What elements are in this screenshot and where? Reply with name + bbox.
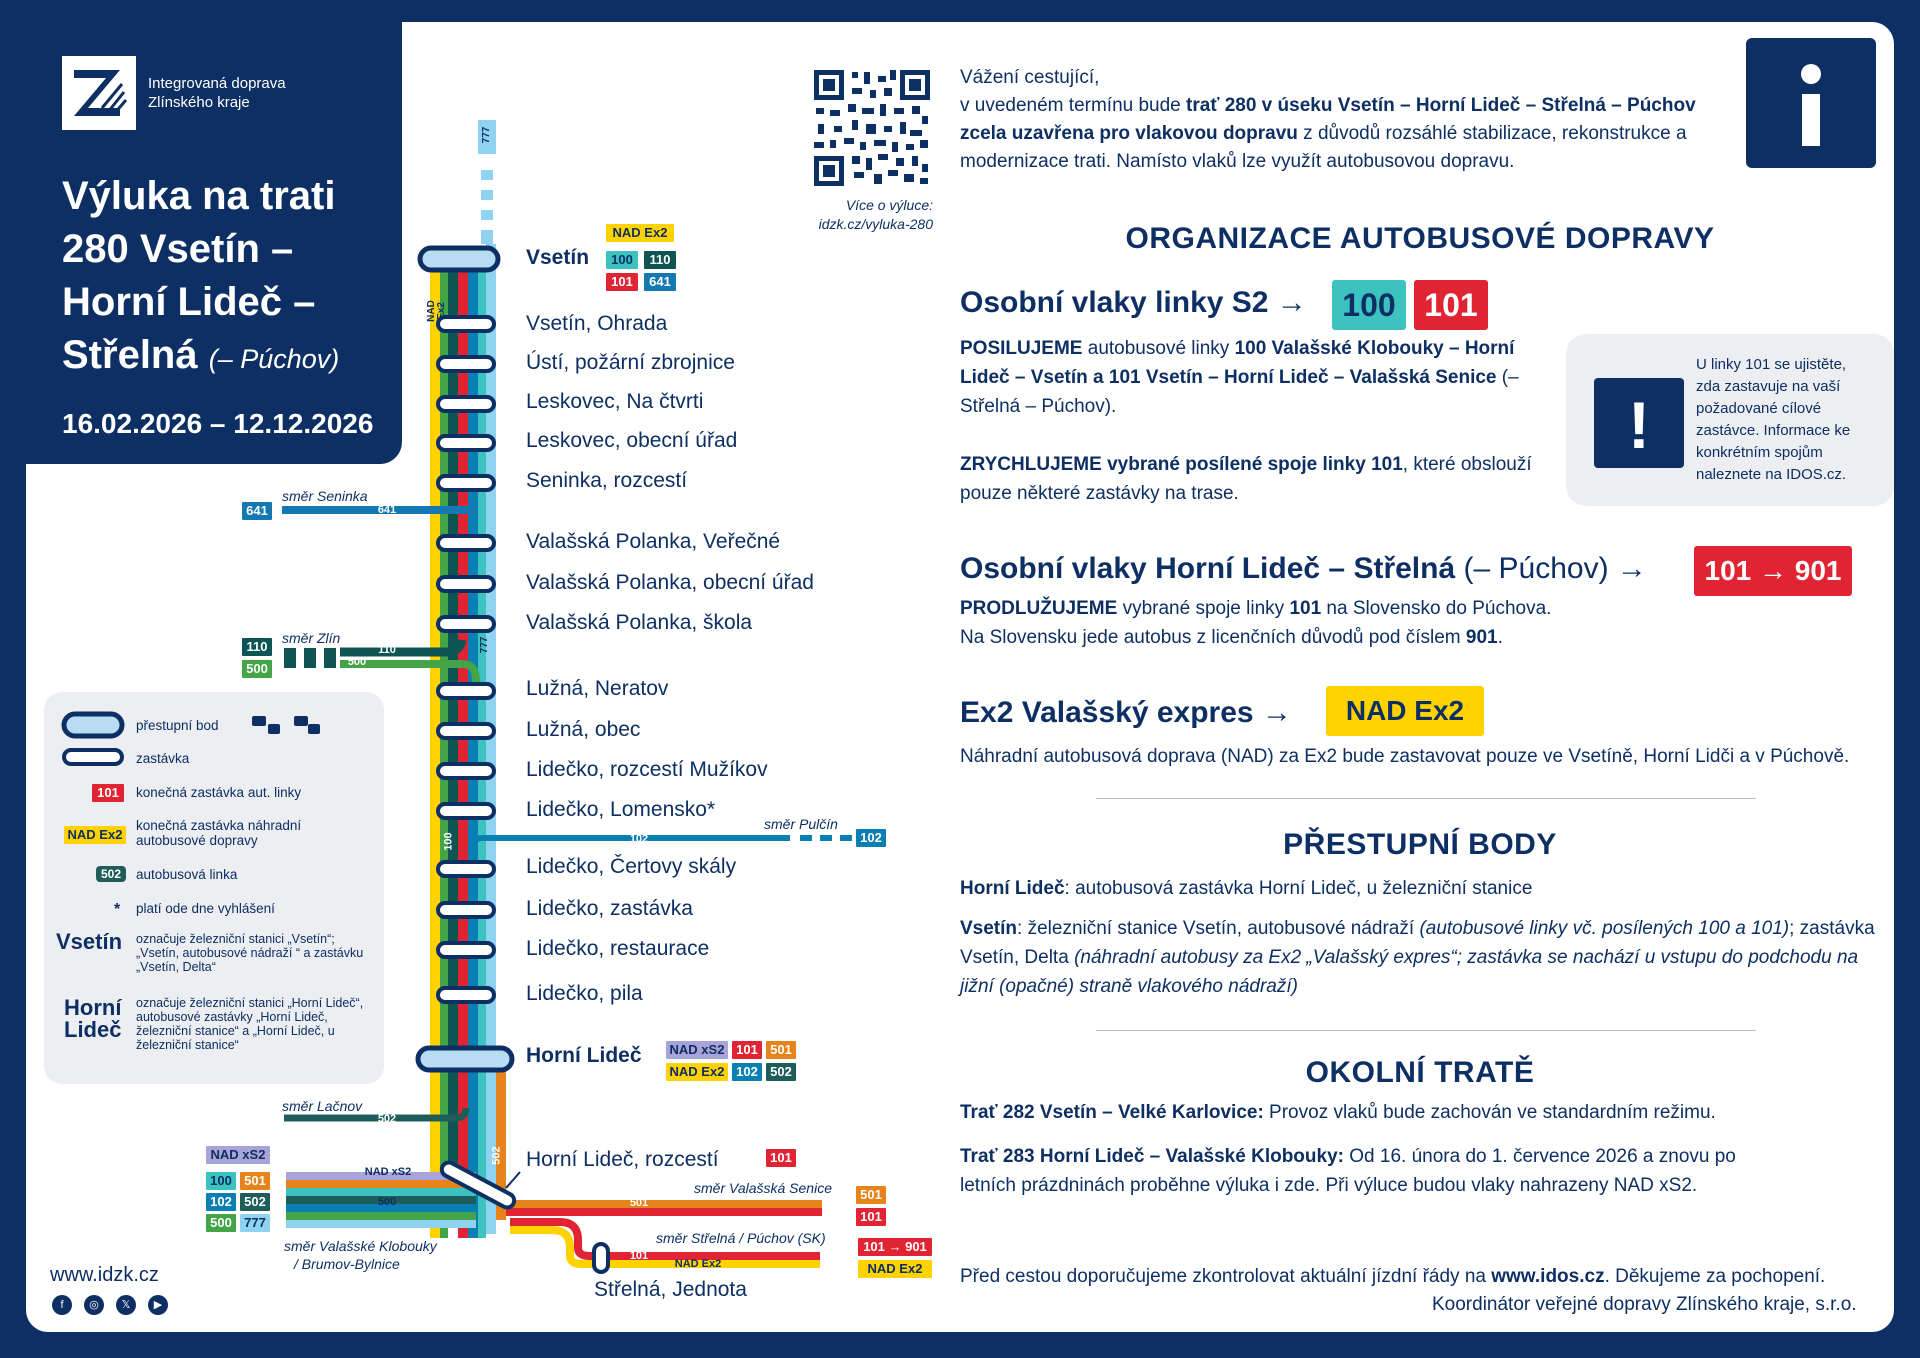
stop-marker: [438, 988, 494, 1002]
stop-name: Leskovec, Na čtvrti: [526, 390, 704, 413]
qr-caption-line1: Více o výluce:: [845, 197, 933, 213]
nearby-282: [960, 1098, 1880, 1127]
transfer-vs-note1: (autobusové linky vč. posílených 100 a 101): [1419, 918, 1790, 939]
terminal-chip-101-901: 101 → 901: [858, 1238, 932, 1256]
chip-nadxs2: NAD xS2: [666, 1041, 728, 1059]
map-label-nadex2-strelna: NAD Ex2: [674, 1258, 722, 1270]
transfer-vs-name: Vsetín: [960, 918, 1018, 939]
map-label-110: 110: [378, 644, 396, 656]
s2-p1-lines: 100 Valašské Klobouky – Horní Lideč – Vsetín a 101 Vsetín – Horní Lideč – Valašská Senice: [960, 338, 1515, 388]
hl-p2-text: Na Slovensku jede autobus z licenčních důvodů pod číslem: [960, 627, 1466, 648]
map-label-777-top: 777: [481, 126, 492, 144]
stop-marker: [438, 617, 494, 631]
map-label-500-sw: 500: [377, 1196, 397, 1208]
line-641-dash: [282, 506, 294, 514]
footer-coordinator: Koordinátor veřejné dopravy Zlínského kraje, s.r.o.: [1432, 1294, 1857, 1315]
map-label-502-vert: 502: [490, 1146, 503, 1165]
hl-title-light: (– Púchov) →: [1455, 552, 1647, 585]
s2-title: Osobní vlaky linky S2 →: [960, 286, 1307, 319]
stop-name: Seninka, rozcestí: [526, 469, 688, 492]
x-icon[interactable]: 𝕏: [116, 1295, 136, 1315]
line-110-dash: [284, 648, 296, 668]
stop-marker-strelna: [594, 1244, 608, 1272]
transfer-hl: [960, 874, 1880, 903]
qr-caption-link[interactable]: idzk.cz/vyluka-280: [818, 216, 933, 232]
stop-marker: [438, 862, 494, 876]
nearby-283-text: Od 16. února do 1. července 2026 a znovu po letních prázdninách proběhne výluka i zde. Při výluce budou vlaky nahrazeny NAD xS2.: [960, 1146, 1736, 1196]
title-line3: Horní Lideč –: [62, 280, 316, 324]
map-label-100: 100: [442, 832, 455, 851]
legend-hl-word2: Lideč: [64, 1017, 122, 1042]
chip-102: 102: [732, 1063, 762, 1081]
terminal-chip-101: 101: [856, 1208, 886, 1226]
nearby-283-name: Trať 283 Horní Lideč – Valašské Klobouky:: [960, 1146, 1344, 1167]
terminal-chip-502: 502: [240, 1193, 270, 1211]
terminal-chip-641: 641: [242, 502, 272, 520]
transfer-vs-note2: (náhradní autobusy za Ex2 „Valašský expres“; zastávka se nachází u vstupu do podchodu na jižní (opačné) straně vlakového nádraží): [960, 947, 1859, 997]
legend-chip-nadex2: NAD Ex2: [64, 826, 126, 844]
hl-p1-text: vybrané spoje linky: [1117, 598, 1290, 619]
line-102-dash: [820, 835, 832, 841]
line-777-dash: [481, 170, 493, 180]
stop-horni-lidec: Horní Lideč: [526, 1044, 642, 1067]
stop-marker: [438, 764, 494, 778]
legend-hl-word1: Horní: [64, 995, 122, 1020]
direction-seninka: směr Seninka: [282, 488, 368, 504]
line-101-east: [506, 1208, 822, 1216]
terminal-chip-102: 102: [206, 1193, 236, 1211]
rozcesti-pointer: [506, 1172, 520, 1188]
line-501-sw: [286, 1180, 476, 1188]
chip-110: 110: [644, 251, 676, 269]
hl-title-strong: Osobní vlaky Horní Lideč – Střelná: [960, 552, 1456, 585]
brand-name-line2: Zlínského kraje: [148, 94, 250, 111]
transfer-vs-text: : železniční stanice Vsetín, autobusové nádraží: [1017, 918, 1420, 939]
s2-paragraph2: [960, 450, 1540, 508]
nearby-283: [960, 1142, 1780, 1200]
chip-501: 501: [766, 1041, 796, 1059]
transfer-hl-name: Horní Lideč: [960, 878, 1065, 899]
transfer-heading: PŘESTUPNÍ BODY: [1283, 828, 1557, 861]
legend-chip-101: 101: [92, 784, 124, 802]
stop-name: Lidečko, restaurace: [526, 937, 710, 960]
terminal-chip-500: 500: [242, 660, 272, 678]
stop-marker: [438, 536, 494, 550]
stop-name: Lidečko, pila: [526, 982, 643, 1005]
s2-p1-text: autobusové linky: [1082, 338, 1235, 359]
hl-p2-tail: .: [1497, 627, 1503, 648]
stop-name: Lidečko, Čertovy skály: [526, 855, 737, 878]
map-label-502: 502: [377, 1113, 397, 1125]
divider-1: [1096, 798, 1756, 799]
transfer-vs-text2: ; zastávka Vsetín, Delta: [960, 918, 1875, 968]
terminal-chip-nadxs2: NAD xS2: [206, 1146, 270, 1164]
terminal-chip-100: 100: [206, 1172, 236, 1190]
stop-name: Valašská Polanka, škola: [526, 611, 753, 634]
intro-part3: z důvodů rozsáhlé stabilizace, rekonstrukce a modernizace trati. Namísto vlaků lze využít autobusovou dopravu.: [960, 123, 1687, 172]
direction-strelna: směr Střelná / Púchov (SK): [656, 1230, 826, 1246]
line-102-dash: [800, 835, 812, 841]
terminal-chip-102: 102: [856, 829, 886, 847]
direction-zlin: směr Zlín: [282, 630, 341, 646]
badge-nad-ex2: NAD Ex2: [1326, 686, 1484, 736]
stop-marker: [438, 397, 494, 411]
badge-101-901: 101 → 901: [1694, 546, 1852, 596]
map-label-641: 641: [377, 504, 397, 516]
terminal-chip-500: 500: [206, 1214, 236, 1232]
warning-icon: [1594, 378, 1684, 468]
s2-paragraph1: [960, 334, 1540, 421]
line-100-sw: [286, 1188, 476, 1196]
badge-100: 100: [1332, 280, 1406, 330]
stop-marker: [438, 943, 494, 957]
stop-name: Lidečko, rozcestí Mužíkov: [526, 758, 768, 781]
legend-vsetin-desc: označuje železniční stanici „Vsetín“; „Vsetín, autobusové nádraží “ a zastávku „Vsetín, Delta“: [136, 932, 364, 974]
map-label-102: 102: [629, 833, 649, 845]
chip-502: 502: [766, 1063, 796, 1081]
warning-icon-glyph: !: [1628, 388, 1650, 462]
direction-senice: směr Valašská Senice: [694, 1180, 832, 1196]
stop-marker: [438, 684, 494, 698]
chip-101: 101: [606, 273, 638, 291]
stop-name: Lidečko, zastávka: [526, 897, 693, 920]
chip-nadex2: NAD Ex2: [606, 224, 674, 242]
stop-name: Valašská Polanka, Veřečné: [526, 530, 781, 553]
map-label-500: 500: [347, 656, 367, 668]
badge-101: 101: [1414, 280, 1488, 330]
date-range: 16.02.2026 – 12.12.2026: [62, 408, 374, 439]
info-icon: [1746, 38, 1876, 168]
stop-marker: [438, 476, 494, 490]
hl-p1-line: 101: [1289, 598, 1322, 619]
stop-horni-lidec-rozcesti: Horní Lideč, rozcestí: [526, 1148, 719, 1171]
org-heading: ORGANIZACE AUTOBUSOVÉ DOPRAVY: [1125, 222, 1715, 255]
transfer-hl-text: : autobusová zastávka Horní Lideč, u železniční stanice: [1064, 878, 1533, 899]
stop-vsetin: Vsetín: [526, 246, 590, 269]
instagram-icon[interactable]: ◎: [84, 1295, 104, 1315]
legend-term-bus: konečná zastávka aut. linky: [136, 785, 302, 800]
terminal-chip-501: 501: [856, 1186, 886, 1204]
title-line1: Výluka na trati: [62, 174, 336, 218]
website-link[interactable]: www.idzk.cz: [50, 1264, 159, 1286]
line-641-dash: [324, 506, 336, 514]
map-label-nadxs2: NAD xS2: [364, 1166, 412, 1178]
s2-p2-text: , které obslouží pouze některé zastávky na trase.: [960, 454, 1532, 504]
hl-p1-tail: na Slovensko do Púchova.: [1321, 598, 1552, 619]
title-line4: Střelná: [62, 333, 198, 377]
intro-part1: v uvedeném termínu bude: [960, 95, 1187, 116]
intro-part2: trať 280 v úseku Vsetín – Horní Lideč – Střelná – Púchov zcela uzavřena pro vlakovou dopravu: [960, 95, 1696, 144]
stop-marker: [438, 357, 494, 371]
nearby-heading: OKOLNÍ TRATĚ: [1305, 1056, 1535, 1089]
stop-name: Vsetín, Ohrada: [526, 312, 668, 335]
title-line2: 280 Vsetín –: [62, 227, 294, 271]
stop-marker: [438, 577, 494, 591]
ex2-title: Ex2 Valašský expres →: [960, 696, 1292, 729]
line-110-dash: [324, 648, 336, 668]
nearby-282-name: Trať 282 Vsetín – Velké Karlovice:: [960, 1102, 1264, 1123]
chip-nadex2: NAD Ex2: [666, 1063, 728, 1081]
stop-strelna-jednota: Střelná, Jednota: [594, 1278, 747, 1301]
legend-star-text: platí ode dne vyhlášení: [136, 901, 275, 916]
map-label-101-strelna: 101: [629, 1250, 649, 1262]
hl-p1-strong: PRODLUŽUJEME: [960, 598, 1118, 619]
stop-name: Valašská Polanka, obecní úřad: [526, 571, 814, 594]
line-110-dash: [304, 648, 316, 668]
intro-greeting: Vážení cestující,: [960, 67, 1100, 88]
line-641-dash: [304, 506, 316, 514]
direction-klobouky: směr Valašské Klobouky: [284, 1238, 437, 1254]
stop-name: Ústí, požární zbrojnice: [526, 351, 735, 374]
hl-title: [960, 552, 1647, 586]
map-label-501: 501: [629, 1197, 649, 1209]
line-500-sw: [286, 1212, 476, 1220]
nearby-282-text: Provoz vlaků bude zachován ve standardním režimu.: [1263, 1102, 1716, 1123]
divider-2: [1096, 1030, 1756, 1031]
stop-name: Lužná, Neratov: [526, 677, 669, 700]
terminal-chip-777: 777: [240, 1214, 270, 1232]
chip-101: 101: [766, 1149, 796, 1167]
stop-marker: [438, 724, 494, 738]
warning-text: U linky 101 se ujistěte, zda zastavuje na vaší požadované cílové zastávce. Informace ke konkrétním spojům naleznete na IDOS.cz.: [1696, 356, 1851, 483]
line-777-sw: [286, 1220, 476, 1228]
legend-vsetin-word: Vsetín: [56, 929, 123, 954]
hl-p2-line: 901: [1465, 627, 1498, 648]
line-777-dash: [481, 190, 493, 200]
legend-star: *: [114, 901, 121, 918]
line-777-dash: [481, 230, 493, 244]
facebook-icon[interactable]: f: [52, 1295, 72, 1315]
stop-marker-horni-lidec: [418, 1048, 512, 1070]
legend-stop: zastávka: [136, 751, 190, 766]
footer-text: Před cestou doporučujeme zkontrolovat aktuální jízdní řády na: [960, 1266, 1492, 1287]
stop-marker: [438, 436, 494, 450]
direction-lacnov: směr Lačnov: [282, 1098, 363, 1114]
legend-hl-desc: označuje železniční stanici „Horní Lideč“, autobusové zastávky „Horní Lideč, železniční stanice“ a „Horní Lideč, u železniční stanice“: [136, 996, 364, 1052]
stop-marker: [438, 804, 494, 818]
terminal-chip-501: 501: [240, 1172, 270, 1190]
footer-line1: [960, 1266, 1825, 1288]
legend-transfer: přestupní bod: [136, 718, 219, 733]
line-777-dash: [481, 210, 493, 220]
stop-name: Lužná, obec: [526, 718, 641, 741]
line-501-east: [506, 1200, 822, 1208]
footer-idos-link[interactable]: www.idos.cz: [1491, 1266, 1605, 1287]
legend-term-nad: konečná zastávka náhradní autobusové dopravy: [136, 818, 302, 848]
legend-bus-line: autobusová linka: [136, 867, 238, 882]
hl-paragraph: [960, 594, 1740, 652]
brand-name-line1: Integrovaná doprava: [148, 75, 286, 92]
line-102-dash: [840, 835, 852, 841]
stop-marker-vsetin: [420, 248, 498, 270]
terminal-chip-nadex2: NAD Ex2: [858, 1260, 932, 1278]
direction-brumov: / Brumov-Bylnice: [294, 1256, 400, 1272]
route-map: [0, 0, 940, 1330]
footer-thanks: . Děkujeme za pochopení.: [1604, 1266, 1826, 1287]
map-label-777-mid: 777: [479, 636, 490, 654]
transfer-vsetin: [960, 914, 1880, 1001]
map-label-nadex2-trunk: NAD Ex2: [426, 300, 447, 322]
s2-p1-tail: (– Střelná – Púchov).: [960, 367, 1519, 417]
title-suffix: (– Púchov): [208, 344, 340, 374]
legend-chip-502: 502: [96, 866, 126, 882]
chip-101: 101: [732, 1041, 762, 1059]
chip-641: 641: [644, 273, 676, 291]
stop-marker: [438, 903, 494, 917]
stop-name: Lidečko, Lomensko*: [526, 798, 716, 821]
ex2-paragraph: Náhradní autobusová doprava (NAD) za Ex2 bude zastavovat pouze ve Vsetíně, Horní Lidči a v Púchově.: [960, 746, 1850, 767]
youtube-icon[interactable]: ▶: [148, 1295, 168, 1315]
intro-text: [960, 64, 1720, 176]
terminal-chip-110: 110: [242, 638, 272, 656]
chip-100: 100: [606, 251, 638, 269]
direction-pulcin: směr Pulčín: [764, 816, 838, 832]
s2-p1-strong: POSILUJEME: [960, 338, 1083, 359]
stop-name: Leskovec, obecní úřad: [526, 429, 738, 452]
s2-p2-strong: ZRYCHLUJEME vybrané posílené spoje linky 101: [960, 454, 1403, 475]
